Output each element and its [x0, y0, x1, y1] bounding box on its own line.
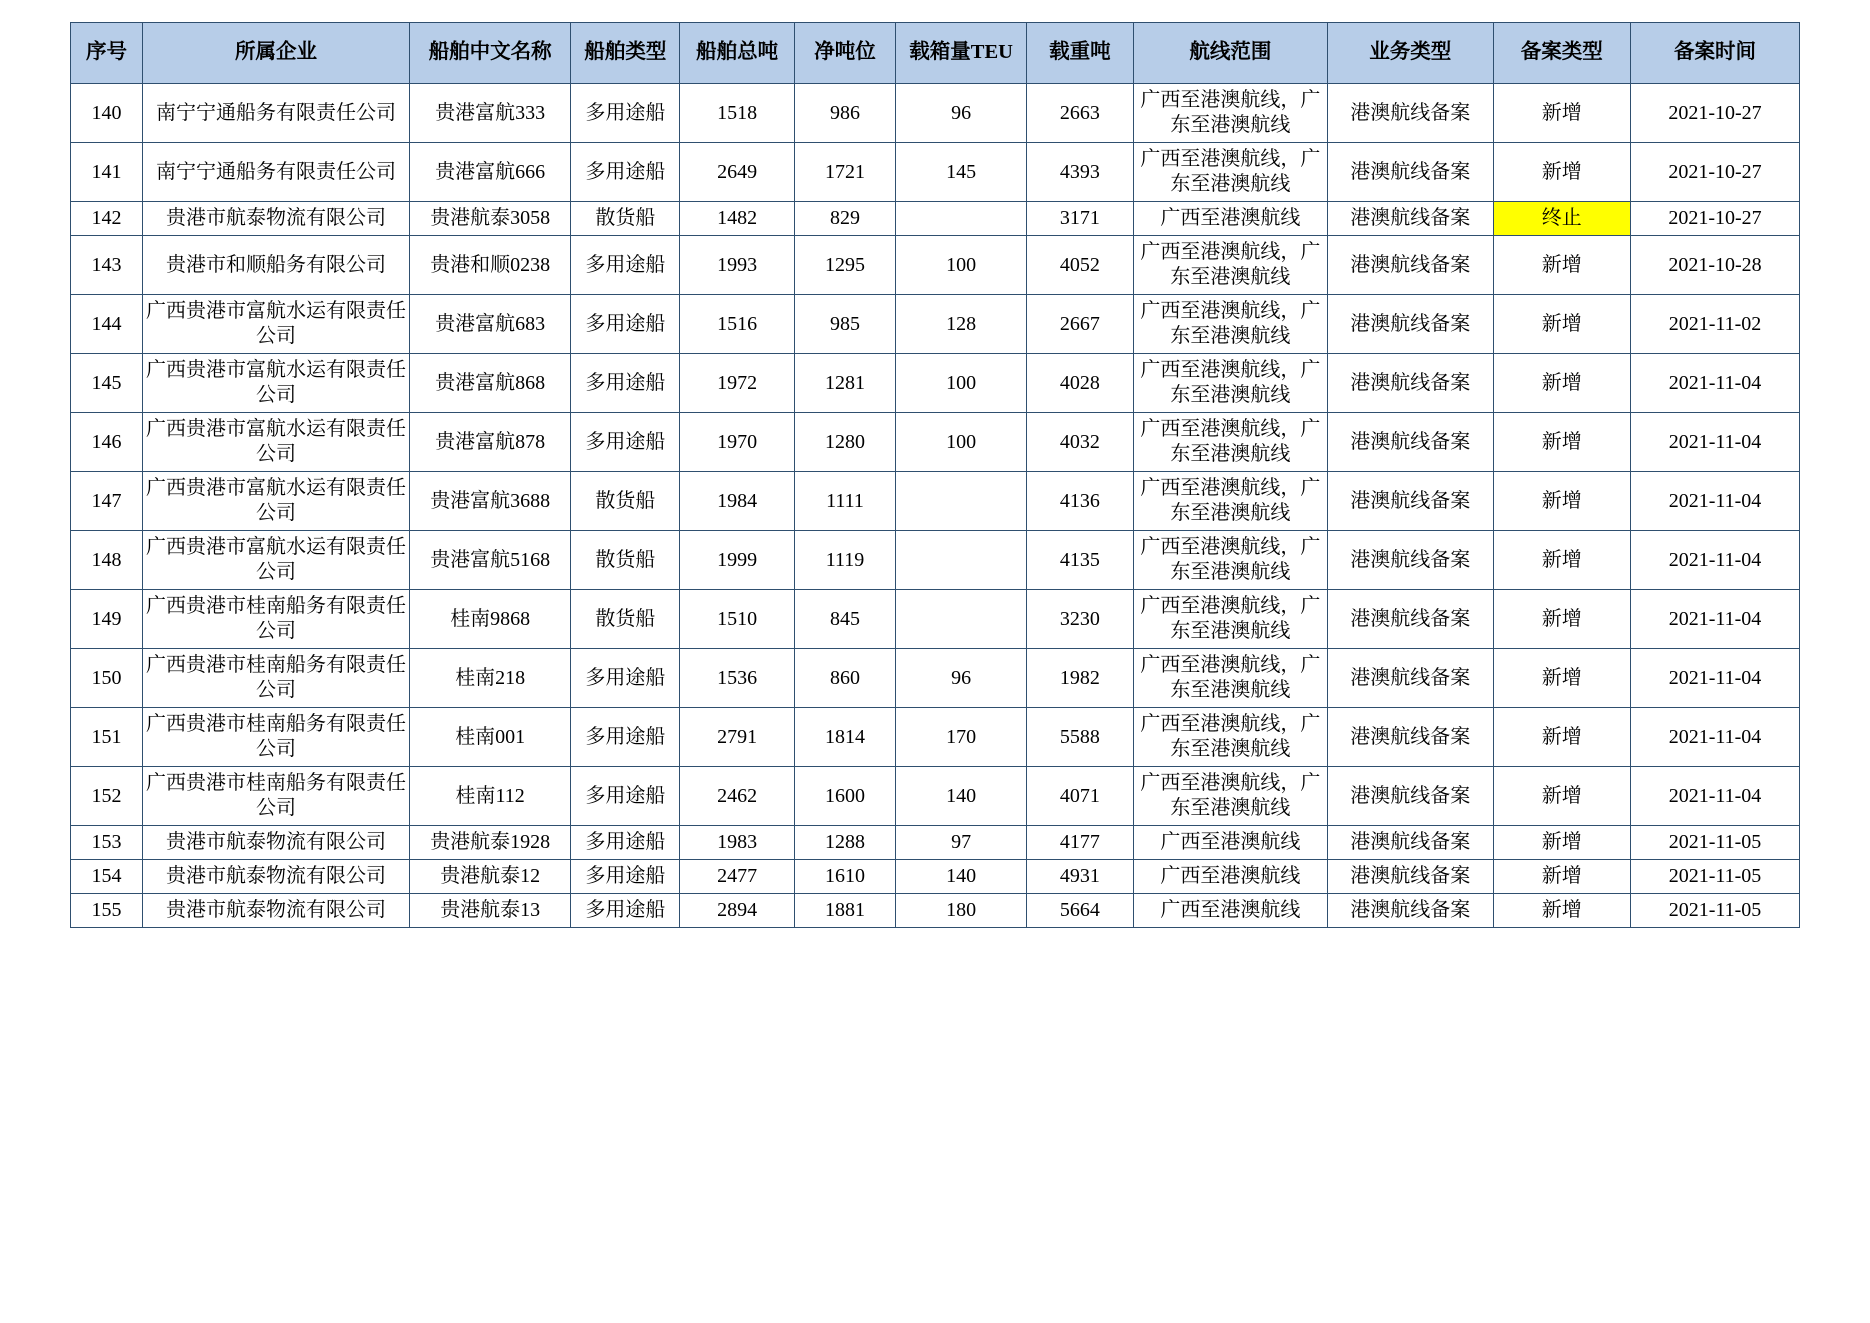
cell-business-type: 港澳航线备案	[1327, 767, 1493, 826]
cell-business-type: 港澳航线备案	[1327, 531, 1493, 590]
cell-gross-tonnage: 2894	[680, 894, 794, 928]
column-header-net-tonnage: 净吨位	[794, 23, 895, 84]
cell-company: 广西贵港市桂南船务有限责任公司	[142, 590, 409, 649]
column-header-ship-type: 船舶类型	[571, 23, 680, 84]
cell-teu	[896, 202, 1027, 236]
table-row	[71, 860, 1800, 894]
cell-route: 广西至港澳航线	[1133, 826, 1327, 860]
cell-business-type: 港澳航线备案	[1327, 894, 1493, 928]
cell-record-type: 新增	[1493, 649, 1630, 708]
cell-ship-name: 贵港航泰3058	[410, 202, 571, 236]
cell-record-type: 新增	[1493, 84, 1630, 143]
cell-record-type: 新增	[1493, 295, 1630, 354]
cell-route: 广西至港澳航线，广东至港澳航线	[1133, 649, 1327, 708]
cell-teu: 140	[896, 860, 1027, 894]
cell-ship-name: 贵港富航683	[410, 295, 571, 354]
cell-company: 广西贵港市富航水运有限责任公司	[142, 295, 409, 354]
table-row	[71, 708, 1800, 767]
cell-record-date: 2021-11-05	[1630, 826, 1799, 860]
cell-teu: 97	[896, 826, 1027, 860]
table-row	[71, 236, 1800, 295]
cell-ship-type: 多用途船	[571, 826, 680, 860]
cell-company: 贵港市航泰物流有限公司	[142, 860, 409, 894]
cell-ship-type: 多用途船	[571, 295, 680, 354]
cell-ship-name: 贵港航泰1928	[410, 826, 571, 860]
cell-business-type: 港澳航线备案	[1327, 708, 1493, 767]
cell-teu: 100	[896, 236, 1027, 295]
cell-deadweight: 4136	[1027, 472, 1134, 531]
cell-record-type: 新增	[1493, 236, 1630, 295]
cell-ship-type: 散货船	[571, 472, 680, 531]
cell-ship-type: 多用途船	[571, 143, 680, 202]
cell-teu: 100	[896, 413, 1027, 472]
table-row	[71, 767, 1800, 826]
cell-seq: 154	[71, 860, 143, 894]
cell-record-type: 新增	[1493, 860, 1630, 894]
cell-deadweight: 4177	[1027, 826, 1134, 860]
cell-net-tonnage: 985	[794, 295, 895, 354]
cell-net-tonnage: 1610	[794, 860, 895, 894]
cell-gross-tonnage: 1993	[680, 236, 794, 295]
cell-record-type: 新增	[1493, 531, 1630, 590]
cell-gross-tonnage: 1510	[680, 590, 794, 649]
table-row	[71, 202, 1800, 236]
cell-gross-tonnage: 1970	[680, 413, 794, 472]
cell-company: 广西贵港市桂南船务有限责任公司	[142, 708, 409, 767]
cell-deadweight: 3230	[1027, 590, 1134, 649]
cell-net-tonnage: 845	[794, 590, 895, 649]
column-header-deadweight: 载重吨	[1027, 23, 1134, 84]
cell-route: 广西至港澳航线，广东至港澳航线	[1133, 143, 1327, 202]
cell-ship-name: 贵港富航868	[410, 354, 571, 413]
cell-deadweight: 2667	[1027, 295, 1134, 354]
cell-route: 广西至港澳航线，广东至港澳航线	[1133, 472, 1327, 531]
cell-record-type: 新增	[1493, 143, 1630, 202]
cell-ship-name: 贵港航泰13	[410, 894, 571, 928]
cell-seq: 155	[71, 894, 143, 928]
cell-record-date: 2021-11-04	[1630, 472, 1799, 531]
cell-business-type: 港澳航线备案	[1327, 826, 1493, 860]
cell-teu: 96	[896, 84, 1027, 143]
cell-gross-tonnage: 1482	[680, 202, 794, 236]
cell-net-tonnage: 1119	[794, 531, 895, 590]
cell-gross-tonnage: 1972	[680, 354, 794, 413]
cell-ship-name: 贵港富航5168	[410, 531, 571, 590]
cell-record-date: 2021-11-04	[1630, 413, 1799, 472]
cell-deadweight: 4393	[1027, 143, 1134, 202]
table-row	[71, 649, 1800, 708]
cell-seq: 150	[71, 649, 143, 708]
cell-record-type: 新增	[1493, 590, 1630, 649]
cell-record-date: 2021-11-04	[1630, 531, 1799, 590]
cell-business-type: 港澳航线备案	[1327, 413, 1493, 472]
cell-route: 广西至港澳航线，广东至港澳航线	[1133, 767, 1327, 826]
cell-seq: 146	[71, 413, 143, 472]
cell-route: 广西至港澳航线	[1133, 202, 1327, 236]
cell-deadweight: 1982	[1027, 649, 1134, 708]
column-header-record-date: 备案时间	[1630, 23, 1799, 84]
cell-route: 广西至港澳航线，广东至港澳航线	[1133, 531, 1327, 590]
cell-record-type: 新增	[1493, 708, 1630, 767]
table-header	[71, 23, 1800, 84]
cell-company: 贵港市航泰物流有限公司	[142, 202, 409, 236]
cell-net-tonnage: 1600	[794, 767, 895, 826]
cell-gross-tonnage: 1518	[680, 84, 794, 143]
cell-seq: 149	[71, 590, 143, 649]
table-row	[71, 413, 1800, 472]
cell-record-date: 2021-11-04	[1630, 649, 1799, 708]
cell-record-type: 新增	[1493, 472, 1630, 531]
cell-company: 广西贵港市富航水运有限责任公司	[142, 354, 409, 413]
cell-deadweight: 4135	[1027, 531, 1134, 590]
cell-company: 广西贵港市桂南船务有限责任公司	[142, 649, 409, 708]
table-row	[71, 826, 1800, 860]
cell-company: 贵港市和顺船务有限公司	[142, 236, 409, 295]
column-header-ship-name: 船舶中文名称	[410, 23, 571, 84]
cell-record-type: 新增	[1493, 413, 1630, 472]
cell-teu: 145	[896, 143, 1027, 202]
cell-business-type: 港澳航线备案	[1327, 860, 1493, 894]
cell-ship-name: 贵港航泰12	[410, 860, 571, 894]
cell-teu: 140	[896, 767, 1027, 826]
cell-ship-name: 桂南001	[410, 708, 571, 767]
cell-route: 广西至港澳航线，广东至港澳航线	[1133, 295, 1327, 354]
column-header-record-type: 备案类型	[1493, 23, 1630, 84]
cell-ship-type: 多用途船	[571, 236, 680, 295]
cell-seq: 144	[71, 295, 143, 354]
ship-record-table	[70, 22, 1800, 928]
cell-gross-tonnage: 2462	[680, 767, 794, 826]
table-row	[71, 295, 1800, 354]
cell-teu: 180	[896, 894, 1027, 928]
cell-ship-type: 多用途船	[571, 649, 680, 708]
cell-ship-name: 贵港富航3688	[410, 472, 571, 531]
cell-net-tonnage: 986	[794, 84, 895, 143]
cell-teu: 170	[896, 708, 1027, 767]
cell-record-date: 2021-10-27	[1630, 202, 1799, 236]
cell-ship-type: 多用途船	[571, 84, 680, 143]
cell-route: 广西至港澳航线，广东至港澳航线	[1133, 354, 1327, 413]
cell-teu: 96	[896, 649, 1027, 708]
table-row	[71, 354, 1800, 413]
column-header-company: 所属企业	[142, 23, 409, 84]
cell-company: 广西贵港市富航水运有限责任公司	[142, 413, 409, 472]
cell-teu	[896, 531, 1027, 590]
cell-teu	[896, 590, 1027, 649]
cell-gross-tonnage: 2791	[680, 708, 794, 767]
cell-gross-tonnage: 1516	[680, 295, 794, 354]
cell-seq: 151	[71, 708, 143, 767]
cell-record-date: 2021-11-04	[1630, 590, 1799, 649]
cell-record-date: 2021-11-04	[1630, 767, 1799, 826]
cell-route: 广西至港澳航线	[1133, 860, 1327, 894]
cell-record-date: 2021-10-27	[1630, 84, 1799, 143]
cell-gross-tonnage: 1999	[680, 531, 794, 590]
cell-seq: 143	[71, 236, 143, 295]
cell-route: 广西至港澳航线，广东至港澳航线	[1133, 590, 1327, 649]
cell-net-tonnage: 1881	[794, 894, 895, 928]
cell-deadweight: 5588	[1027, 708, 1134, 767]
cell-record-date: 2021-10-28	[1630, 236, 1799, 295]
cell-ship-type: 散货船	[571, 590, 680, 649]
cell-net-tonnage: 1281	[794, 354, 895, 413]
cell-company: 广西贵港市富航水运有限责任公司	[142, 472, 409, 531]
cell-record-date: 2021-11-02	[1630, 295, 1799, 354]
cell-net-tonnage: 1814	[794, 708, 895, 767]
column-header-gross-tonnage: 船舶总吨	[680, 23, 794, 84]
cell-net-tonnage: 1295	[794, 236, 895, 295]
cell-company: 广西贵港市桂南船务有限责任公司	[142, 767, 409, 826]
cell-seq: 145	[71, 354, 143, 413]
cell-business-type: 港澳航线备案	[1327, 472, 1493, 531]
cell-teu	[896, 472, 1027, 531]
cell-ship-name: 桂南218	[410, 649, 571, 708]
cell-business-type: 港澳航线备案	[1327, 354, 1493, 413]
cell-net-tonnage: 860	[794, 649, 895, 708]
cell-record-type: 新增	[1493, 826, 1630, 860]
cell-record-type: 新增	[1493, 354, 1630, 413]
table-row	[71, 590, 1800, 649]
cell-teu: 128	[896, 295, 1027, 354]
cell-seq: 141	[71, 143, 143, 202]
cell-gross-tonnage: 2649	[680, 143, 794, 202]
table-row	[71, 894, 1800, 928]
cell-business-type: 港澳航线备案	[1327, 649, 1493, 708]
table-header-row	[71, 23, 1800, 84]
cell-gross-tonnage: 2477	[680, 860, 794, 894]
cell-deadweight: 3171	[1027, 202, 1134, 236]
cell-business-type: 港澳航线备案	[1327, 202, 1493, 236]
cell-record-type: 新增	[1493, 767, 1630, 826]
cell-ship-name: 贵港富航666	[410, 143, 571, 202]
cell-record-date: 2021-11-04	[1630, 708, 1799, 767]
cell-net-tonnage: 1111	[794, 472, 895, 531]
cell-seq: 142	[71, 202, 143, 236]
cell-net-tonnage: 1280	[794, 413, 895, 472]
table-body	[71, 84, 1800, 928]
cell-deadweight: 2663	[1027, 84, 1134, 143]
cell-ship-type: 多用途船	[571, 894, 680, 928]
column-header-seq: 序号	[71, 23, 143, 84]
cell-business-type: 港澳航线备案	[1327, 143, 1493, 202]
cell-ship-name: 贵港富航878	[410, 413, 571, 472]
cell-deadweight: 4028	[1027, 354, 1134, 413]
table-row	[71, 143, 1800, 202]
cell-net-tonnage: 1721	[794, 143, 895, 202]
column-header-teu: 载箱量TEU	[896, 23, 1027, 84]
cell-record-date: 2021-11-05	[1630, 894, 1799, 928]
cell-net-tonnage: 829	[794, 202, 895, 236]
cell-deadweight: 5664	[1027, 894, 1134, 928]
cell-seq: 148	[71, 531, 143, 590]
cell-ship-type: 散货船	[571, 531, 680, 590]
cell-route: 广西至港澳航线，广东至港澳航线	[1133, 84, 1327, 143]
cell-company: 贵港市航泰物流有限公司	[142, 894, 409, 928]
cell-company: 南宁宁通船务有限责任公司	[142, 143, 409, 202]
cell-deadweight: 4052	[1027, 236, 1134, 295]
cell-record-date: 2021-11-05	[1630, 860, 1799, 894]
cell-seq: 147	[71, 472, 143, 531]
cell-gross-tonnage: 1536	[680, 649, 794, 708]
cell-record-date: 2021-11-04	[1630, 354, 1799, 413]
cell-route: 广西至港澳航线，广东至港澳航线	[1133, 708, 1327, 767]
cell-ship-type: 多用途船	[571, 413, 680, 472]
cell-ship-type: 多用途船	[571, 860, 680, 894]
cell-deadweight: 4071	[1027, 767, 1134, 826]
cell-ship-type: 多用途船	[571, 354, 680, 413]
cell-net-tonnage: 1288	[794, 826, 895, 860]
cell-deadweight: 4032	[1027, 413, 1134, 472]
cell-route: 广西至港澳航线，广东至港澳航线	[1133, 236, 1327, 295]
table-row	[71, 472, 1800, 531]
cell-teu: 100	[896, 354, 1027, 413]
cell-company: 贵港市航泰物流有限公司	[142, 826, 409, 860]
cell-business-type: 港澳航线备案	[1327, 590, 1493, 649]
cell-route: 广西至港澳航线	[1133, 894, 1327, 928]
cell-ship-type: 多用途船	[571, 708, 680, 767]
cell-business-type: 港澳航线备案	[1327, 295, 1493, 354]
cell-ship-name: 桂南112	[410, 767, 571, 826]
table-row	[71, 84, 1800, 143]
column-header-route: 航线范围	[1133, 23, 1327, 84]
cell-gross-tonnage: 1984	[680, 472, 794, 531]
cell-business-type: 港澳航线备案	[1327, 84, 1493, 143]
cell-record-date: 2021-10-27	[1630, 143, 1799, 202]
cell-seq: 153	[71, 826, 143, 860]
cell-ship-type: 多用途船	[571, 767, 680, 826]
cell-gross-tonnage: 1983	[680, 826, 794, 860]
cell-seq: 140	[71, 84, 143, 143]
table-row	[71, 531, 1800, 590]
column-header-business-type: 业务类型	[1327, 23, 1493, 84]
cell-route: 广西至港澳航线，广东至港澳航线	[1133, 413, 1327, 472]
cell-ship-name: 贵港富航333	[410, 84, 571, 143]
cell-ship-type: 散货船	[571, 202, 680, 236]
cell-ship-name: 桂南9868	[410, 590, 571, 649]
cell-company: 广西贵港市富航水运有限责任公司	[142, 531, 409, 590]
cell-company: 南宁宁通船务有限责任公司	[142, 84, 409, 143]
cell-record-type: 终止	[1493, 202, 1630, 236]
cell-ship-name: 贵港和顺0238	[410, 236, 571, 295]
cell-business-type: 港澳航线备案	[1327, 236, 1493, 295]
cell-deadweight: 4931	[1027, 860, 1134, 894]
cell-record-type: 新增	[1493, 894, 1630, 928]
cell-seq: 152	[71, 767, 143, 826]
